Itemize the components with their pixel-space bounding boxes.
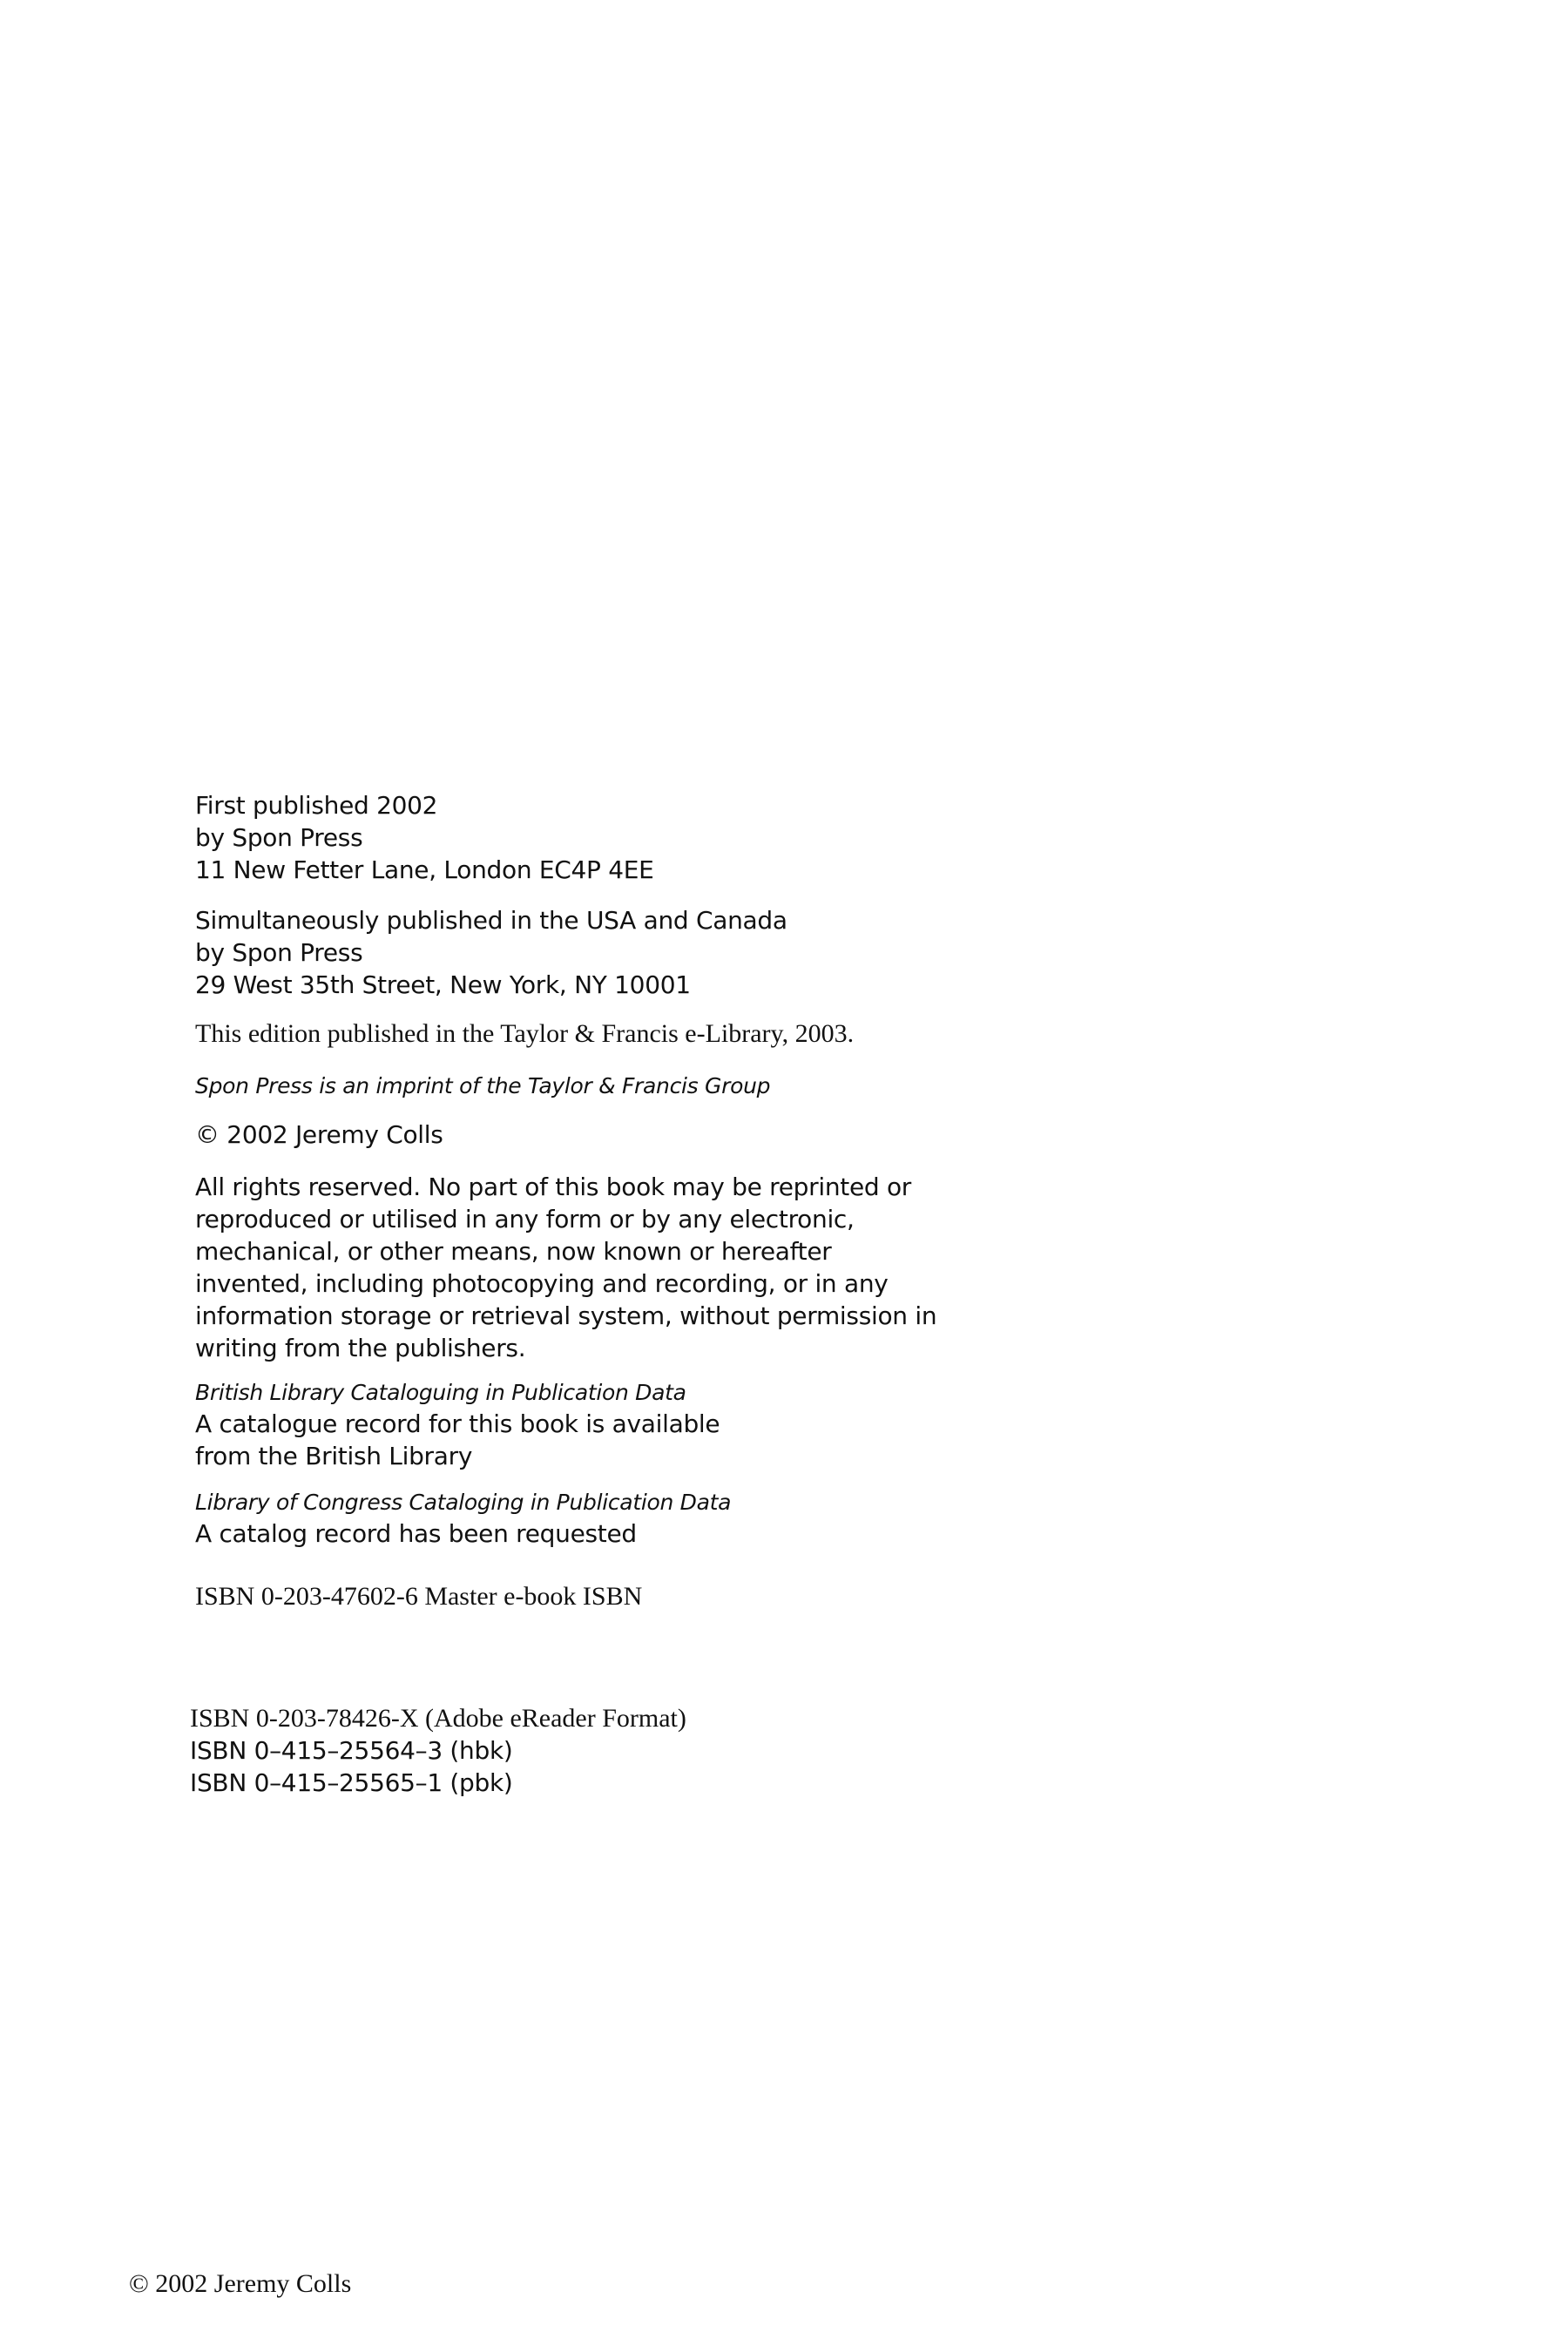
- edition-text: This edition published in the Taylor & Francis e-Library, 2003.: [195, 1019, 855, 1048]
- isbn-hbk: ISBN 0–415–25564–3 (hbk): [190, 1736, 513, 1765]
- usa-address: 29 West 35th Street, New York, NY 10001: [195, 970, 691, 999]
- publication-info: [195, 789, 1328, 886]
- copyright-text: © 2002 Jeremy Colls: [195, 1120, 443, 1149]
- british-library-heading: British Library Cataloguing in Publication Data: [195, 1380, 686, 1405]
- copyright-notice: [195, 1119, 1328, 1151]
- isbn-list: [190, 1702, 1322, 1799]
- isbn-adobe: ISBN 0-203-78426-X (Adobe eReader Format): [190, 1704, 686, 1733]
- library-of-congress-heading: Library of Congress Cataloging in Publication Data: [195, 1490, 732, 1515]
- imprint-text: Spon Press is an imprint of the Taylor & Francis Group: [195, 1073, 771, 1098]
- rights-line: mechanical, or other means, now known or hereafter: [195, 1237, 832, 1266]
- footer-copyright: © 2002 Jeremy Colls: [129, 2269, 352, 2298]
- rights-line: reproduced or utilised in any form or by any electronic,: [195, 1205, 855, 1233]
- rights-line: invented, including photocopying and recording, or in any: [195, 1269, 889, 1298]
- british-library-line-2: from the British Library: [195, 1442, 473, 1470]
- rights-line: writing from the publishers.: [195, 1334, 526, 1362]
- british-library-cip: [195, 1378, 1328, 1472]
- edition-note: [195, 1017, 1328, 1050]
- library-of-congress-line-1: A catalog record has been requested: [195, 1519, 637, 1548]
- rights-statement: [195, 1171, 1328, 1364]
- isbn-master-text: ISBN 0-203-47602-6 Master e-book ISBN: [195, 1582, 643, 1611]
- publisher-uk-address: 11 New Fetter Lane, London EC4P 4EE: [195, 855, 654, 884]
- first-published: First published 2002: [195, 791, 438, 820]
- publisher-name: by Spon Press: [195, 823, 363, 852]
- imprint-note: [195, 1071, 1328, 1101]
- isbn-master: [195, 1580, 1328, 1612]
- library-of-congress-cip: [195, 1488, 1328, 1550]
- rights-line: information storage or retrieval system, without permission in: [195, 1301, 937, 1330]
- usa-publication-info: [195, 904, 1328, 1001]
- rights-line: All rights reserved. No part of this book may be reprinted or: [195, 1173, 912, 1201]
- british-library-line-1: A catalogue record for this book is available: [195, 1409, 720, 1438]
- usa-line-1: Simultaneously published in the USA and Canada: [195, 906, 787, 935]
- usa-line-2: by Spon Press: [195, 938, 363, 967]
- isbn-pbk: ISBN 0–415–25565–1 (pbk): [190, 1768, 513, 1797]
